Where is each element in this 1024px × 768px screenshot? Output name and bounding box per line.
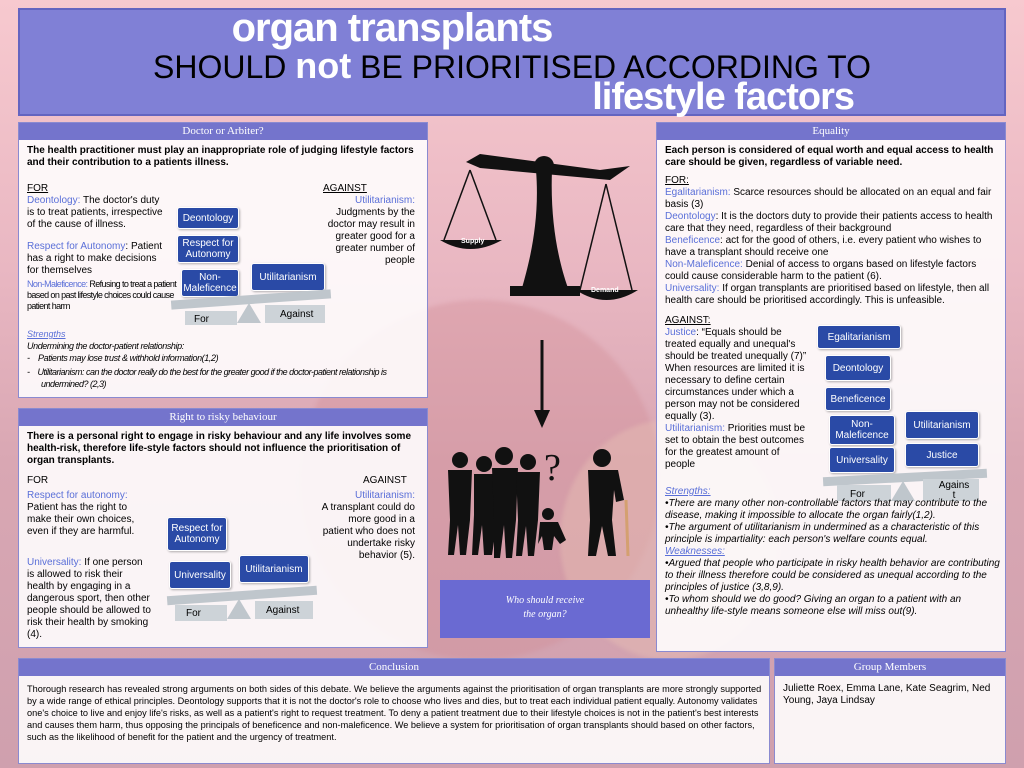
scale-for-label: For (186, 608, 201, 619)
equality-panel (656, 122, 1006, 652)
members-heading: Group Members (775, 659, 1005, 676)
eq-util-term: Utilitarianism: (665, 423, 726, 434)
util-text: Judgments by the doctor may result in greater good for a greater number of people (327, 207, 415, 266)
chip-non-maleficence: Non-Maleficence (829, 415, 895, 445)
risky-autonomy (27, 490, 152, 538)
title-line-1: organ transplants (231, 6, 553, 50)
chip-utilitarianism: Utilitarianism (905, 411, 979, 439)
scale-fulcrum (227, 599, 251, 619)
deon-term: Deontology (665, 211, 716, 222)
benef-term: Beneficence (665, 235, 721, 246)
who-line-1: Who should receive (505, 595, 585, 606)
title-should: SHOULD (152, 49, 296, 85)
justice-item (665, 327, 807, 423)
scale-fulcrum (237, 303, 261, 323)
balance-scale-icon (440, 154, 638, 300)
scale-against-label: Against (266, 605, 300, 616)
demand-label: Demand (591, 287, 619, 294)
chip-respect-autonomy: Respect for Autonomy (167, 517, 227, 551)
doctor-intro: The health practitioner must play an inappropriate role of judging lifestyle factors and their contribution to a patients illness. (27, 145, 414, 168)
eq-utilitarianism-item (665, 423, 807, 471)
deon-text: : It is the doctors duty to provide their patients access to health care that they need, regardless of their background (665, 211, 993, 234)
risky-universality (27, 557, 152, 641)
conclusion-text: Thorough research has revealed strong arguments on both sides of this debate. We believe the arguments against the prioritisation of organ transplants are more strongly supported by a wide range of ethical principles. Deontology supports that it is not the doctor's role to choose who lives and dies, but to treat each individual patient equally. Autonomy validates one's choice to live and enjoy life's risks, as well as a patient's right to request treatment. To deny a patient treatment due to their lifestyle choices is not in the patient's best interests and causes them harm, thus opposing the principals of beneficence and non-maleficence. We believe a system for prioritisation of organ transplants should based on other factors, such as the likelihood of benefit for the patient and the urgency of treatment. (27, 684, 762, 742)
bullet-2-text: Utilitarianism: can the doctor really do the best for the greater good if the doctor-patient relationship is undermined? (2,3) (37, 367, 387, 389)
equality-for-list (665, 187, 1001, 307)
who-should-receive-box (440, 580, 650, 638)
title-line-3: lifestyle factors (592, 76, 854, 118)
nonmaleficence-item (665, 259, 1001, 283)
who-line-2: the organ? (523, 609, 567, 620)
doctor-bullet-2: - Utilitarianism: can the doctor really do the best for the greater good if the doctor-patient relationship is undermined? (2,3) (27, 367, 387, 389)
scale-for-label: For (194, 314, 209, 325)
conclusion-heading: Conclusion (19, 659, 769, 676)
nonmal-term: Non-Maleficence: (27, 279, 88, 289)
risky-utilitarianism (319, 490, 415, 562)
scale-pan-for (185, 311, 237, 325)
equality-for-label: FOR: (665, 175, 689, 186)
doctor-for-label: FOR (27, 183, 49, 194)
beneficence-item (665, 235, 1001, 259)
members-panel (774, 658, 1006, 764)
risky-util-text: A transplant could do more good in a patient who does not undertake risky behavior (5). (321, 502, 415, 561)
risky-universality-text: If one person is allowed to risk their health by engaging in a dangerous sport, then other people should be allowed to risk their health by smoking (4). (27, 557, 151, 640)
scale-against-label: Agains t (938, 480, 970, 501)
equality-panel-heading: Equality (657, 123, 1005, 140)
equality-against-list (665, 327, 807, 471)
doctor-undermining: Undermining the doctor-patient relationship: (27, 341, 184, 351)
conclusion-panel (18, 658, 770, 764)
risky-panel (18, 408, 428, 648)
risky-for-label: FOR (27, 475, 49, 486)
chip-universality: Universality (829, 447, 895, 473)
scale-against-label: Against (280, 309, 314, 320)
doctor-autonomy (27, 241, 167, 277)
egal-term: Egalitarianism: (665, 187, 731, 198)
doctor-deontology (27, 195, 167, 231)
deontology-term: Deontology: (27, 195, 81, 206)
autonomy-text: : Patient has a right to make decisions for themselves (27, 241, 163, 276)
risky-util-term: Utilitarianism: (354, 490, 415, 501)
risky-panel-heading: Right to risky behaviour (19, 409, 427, 426)
univ-text: If organ transplants are prioritised based on lifestyle, then all health care should be prioritised accordingly. This is unfeasible. (665, 283, 990, 306)
chip-deontology: Deontology (177, 207, 239, 229)
risky-universality-term: Universality: (27, 557, 82, 568)
title-prioritised: BE PRIORITISED ACCORDING TO (351, 49, 871, 85)
eq-nonmal-text: Denial of access to organs based on lifestyle factors could cause considerable harm to the patient (6). (665, 259, 977, 282)
justice-text: : “Equals should be treated equally and unequal's should be treated unequally (7)” When resources are limited it is necessary to define certain circumstances under which a person may not be considered equally (3). (665, 327, 807, 422)
benef-text: : act for the good of others, i.e. every patient who wishes to have a transplant should receive one (665, 235, 982, 258)
risky-autonomy-text: Patient has the right to make their own choices, even if they are harmful. (27, 502, 135, 537)
scale-pan-for (175, 605, 227, 621)
chip-deontology: Deontology (825, 355, 891, 381)
chip-justice: Justice (905, 443, 979, 467)
chip-utilitarianism: Utilitarianism (239, 555, 309, 583)
egal-text: Scarce resources should be allocated on an equal and fair basis (3) (665, 187, 992, 210)
doctor-nonmaleficence (27, 279, 177, 312)
title-not: not (295, 45, 352, 86)
chip-respect-autonomy: Respect for Autonomy (177, 235, 239, 263)
equality-weaknesses-label: Weaknesses: (665, 546, 725, 557)
doctor-utilitarianism (315, 195, 415, 267)
equality-strength-2: •The argument of utilitarianism in undermined as a characteristic of this principle is impartiality: each person's welfare counts equal. (665, 522, 980, 545)
bullet-1-text: Patients may lose trust & withhold information(1,2) (38, 353, 219, 363)
justice-term: Justice (665, 327, 697, 338)
risky-autonomy-term: Respect for autonomy: (27, 490, 128, 501)
equality-strengths-label: Strengths: (665, 486, 711, 497)
egalitarianism-item (665, 187, 1001, 211)
doctor-panel (18, 122, 428, 398)
nonmal-text: Refusing to treat a patient based on past lifestyle choices could cause patient harm (27, 279, 177, 311)
deontology-text: The doctor's duty is to treat patients, irrespective of the cause of illness. (27, 195, 163, 230)
risky-against-label: AGAINST (363, 475, 407, 486)
doctor-panel-heading: Doctor or Arbiter? (19, 123, 427, 140)
equality-weakness-1: •Argued that people who participate in risky health behavior are contributing to their illness therefore could be considered as unequal according to the principles of justice (3,8,9). (665, 558, 1000, 593)
equality-weakness-2: •To whom should we do good? Giving an organ to a patient with an unhealthy life-style means someone else will miss out(9). (665, 594, 962, 617)
balance-scale-illustration (440, 140, 656, 310)
doctor-strengths-label: Strengths (27, 329, 66, 339)
chip-beneficence: Beneficence (825, 387, 891, 411)
autonomy-term: Respect for Autonomy (27, 241, 126, 252)
poster-title (18, 8, 1006, 116)
chip-universality: Universality (169, 561, 231, 589)
risky-intro: There is a personal right to engage in risky behaviour and any life involves some health-risk, therefore life-style factors should not influence the prioritisation of organ transplants. (27, 431, 412, 466)
util-term: Utilitarianism: (354, 195, 415, 206)
arrow-down-icon (532, 340, 552, 430)
universality-item (665, 283, 1001, 307)
chip-utilitarianism: Utilitarianism (251, 263, 325, 291)
equality-intro: Each person is considered of equal worth and equal access to health care should be given, regardless of variable need. (665, 145, 994, 168)
doctor-bullet-1: - Patients may lose trust & withhold information(1,2) (27, 353, 219, 363)
scale-for-label: For (850, 489, 865, 500)
doctor-against-label: AGAINST (323, 183, 367, 194)
chip-egalitarianism: Egalitarianism (817, 325, 901, 349)
chip-non-maleficence: Non-Maleficence (181, 269, 239, 297)
title-line-2 (20, 45, 1004, 87)
question-mark: ? (544, 447, 561, 489)
members-text: Juliette Roex, Emma Lane, Kate Seagrim, Ned Young, Jaya Lindsay (783, 683, 991, 706)
univ-term: Universality: (665, 283, 720, 294)
deontology-item (665, 211, 1001, 235)
supply-label: Supply (461, 238, 485, 245)
equality-against-label: AGAINST: (665, 315, 711, 326)
equality-strength-1: •There are many other non-controllable factors that may contribute to the disease, making it impossible to allocate the organ fairly(1,2). (665, 498, 988, 521)
eq-util-text: Priorities must be set to obtain the best outcomes for the greatest amount of people (665, 423, 806, 470)
eq-nonmal-term: Non-Maleficence: (665, 259, 743, 270)
